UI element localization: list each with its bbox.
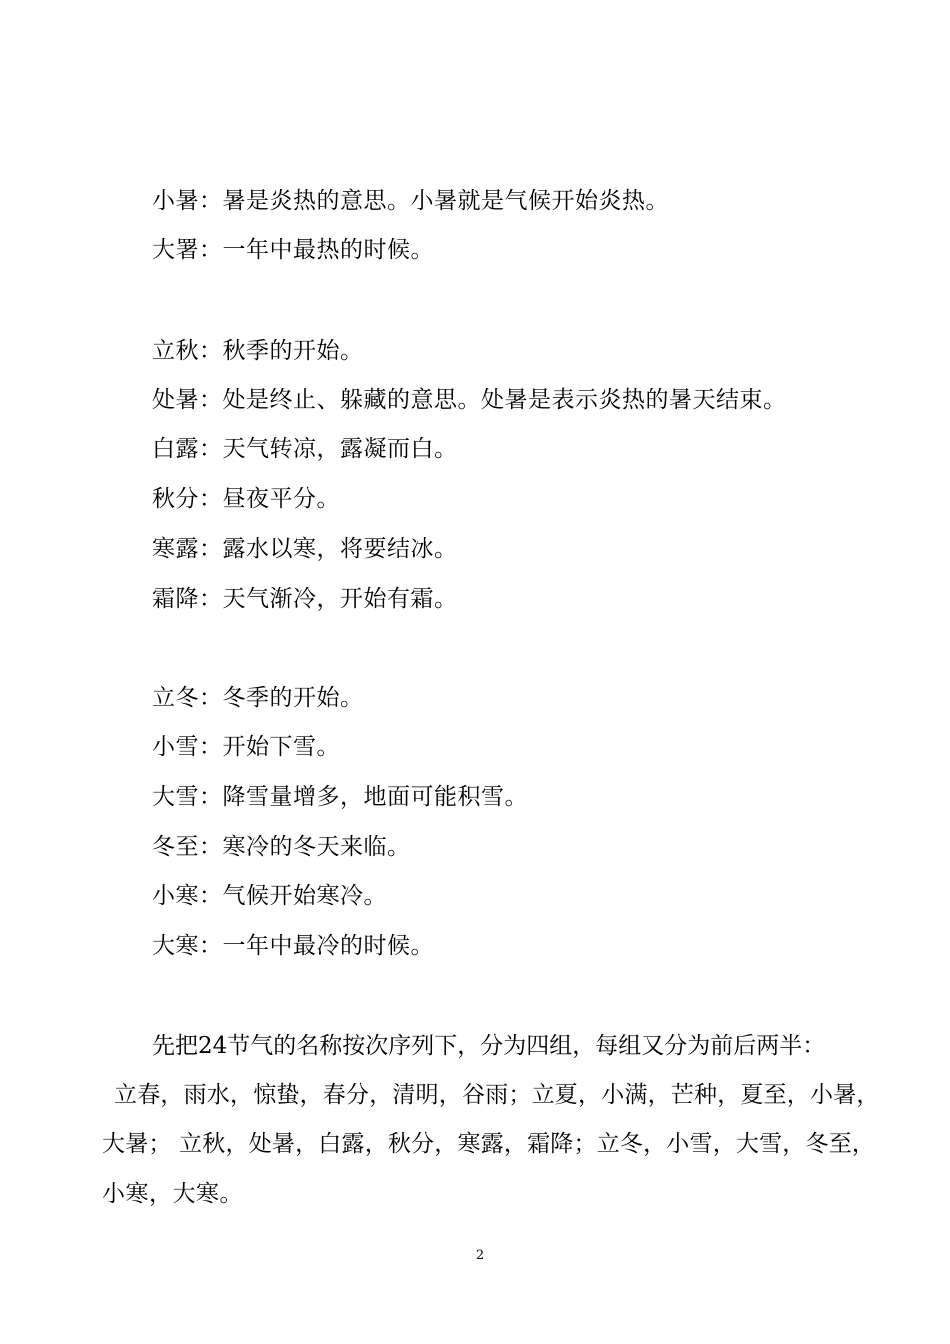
- term-lidong: 立冬：冬季的开始。: [152, 685, 364, 711]
- term-dahan: 大寒：一年中最冷的时候。: [152, 933, 434, 959]
- term-chushu: 处暑：处是终止、躲藏的意思。处暑是表示炎热的暑天结束。: [152, 387, 787, 413]
- summary-line-3: 大暑； 立秋，处暑，白露，秋分，寒露，霜降；立冬，小雪，大雪，冬至，: [102, 1131, 876, 1157]
- page-number: 2: [475, 1248, 485, 1263]
- term-bailu: 白露：天气转凉，露凝而白。: [152, 436, 458, 462]
- term-qiufen: 秋分：昼夜平分。: [152, 486, 340, 512]
- term-xiaoshu: 小暑：暑是炎热的意思。小暑就是气候开始炎热。: [152, 188, 669, 214]
- term-dongzhi: 冬至：寒冷的冬天来临。: [152, 834, 411, 860]
- term-hanlu: 寒露：露水以寒，将要结冰。: [152, 536, 458, 562]
- summary-line-1: 先把24节气的名称按次序列下，分为四组，每组又分为前后两半：: [152, 1033, 826, 1059]
- term-shuangjiang: 霜降：天气渐冷，开始有霜。: [152, 586, 458, 612]
- term-xiaohan: 小寒：气候开始寒冷。: [152, 883, 387, 909]
- term-liqiu: 立秋：秋季的开始。: [152, 338, 364, 364]
- term-daxue: 大雪：降雪量增多，地面可能积雪。: [152, 784, 528, 810]
- term-dashu: 大署：一年中最热的时候。: [152, 237, 434, 263]
- summary-line-4: 小寒，大寒。: [102, 1181, 243, 1207]
- term-xiaoxue: 小雪：开始下雪。: [152, 734, 340, 760]
- summary-line-2: 立春，雨水，惊蛰，春分，清明，谷雨；立夏，小满，芒种，夏至，小暑，: [114, 1082, 880, 1108]
